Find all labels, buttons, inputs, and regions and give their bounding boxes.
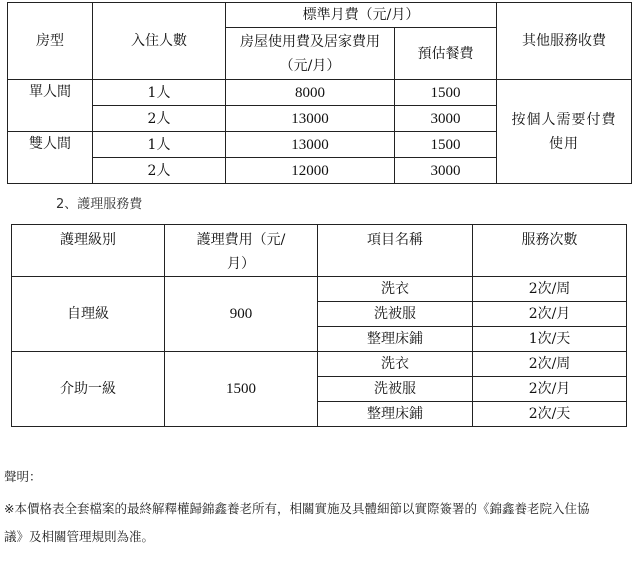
header-fee: 護理費用（元/月） (165, 225, 318, 277)
item-name: 洗衣 (318, 277, 473, 302)
people-cell: 2人 (93, 106, 226, 132)
people-cell: 1人 (93, 80, 226, 106)
header-room-type: 房型 (8, 3, 93, 80)
room-fee-table (7, 2, 632, 184)
header-other-services: 其他服務收費 (497, 3, 632, 80)
header-count: 服務次數 (473, 225, 627, 277)
nursing-fee-table (11, 224, 627, 427)
item-count: 2次/周 (473, 352, 627, 377)
room-fee-cell: 13000 (226, 106, 395, 132)
room-fee-cell: 13000 (226, 132, 395, 158)
level-self-care: 自理級 (12, 277, 165, 352)
fee-assisted-1: 1500 (165, 352, 318, 427)
item-count: 2次/月 (473, 302, 627, 327)
meal-fee-cell: 1500 (395, 132, 497, 158)
header-item: 項目名稱 (318, 225, 473, 277)
notes-line-2: 議》及相關管理規則為准。 (4, 529, 155, 544)
room-fee-cell: 12000 (226, 158, 395, 184)
item-count: 2次/天 (473, 402, 627, 427)
meal-fee-cell: 1500 (395, 80, 497, 106)
item-name: 整理床鋪 (318, 327, 473, 352)
meal-fee-cell: 3000 (395, 106, 497, 132)
people-cell: 1人 (93, 132, 226, 158)
notes-line-1: ※本價格表全套檔案的最終解釋權歸錦鑫養老所有，相關實施及具體細節以實際簽署的《錦鑫養老院入住協 (4, 501, 590, 516)
header-room-fee: 房屋使用費及居家費用（元/月） (226, 28, 395, 80)
item-count: 1次/天 (473, 327, 627, 352)
item-name: 洗衣 (318, 352, 473, 377)
people-cell: 2人 (93, 158, 226, 184)
item-count: 2次/月 (473, 377, 627, 402)
header-level: 護理級別 (12, 225, 165, 277)
fee-self-care: 900 (165, 277, 318, 352)
item-name: 洗被服 (318, 377, 473, 402)
item-count: 2次/周 (473, 277, 627, 302)
level-assisted-1: 介助一級 (12, 352, 165, 427)
meal-fee-cell: 3000 (395, 158, 497, 184)
room-single: 單人間 (8, 80, 93, 132)
notes-label: 聲明： (4, 469, 42, 484)
room-double: 雙人間 (8, 132, 93, 184)
header-occupants: 入住人數 (93, 3, 226, 80)
header-standard-monthly: 標準月費（元/月） (226, 3, 497, 28)
item-name: 洗被服 (318, 302, 473, 327)
other-services-note: 按個人需要付費使用 (497, 80, 632, 184)
room-fee-cell: 8000 (226, 80, 395, 106)
header-meal-fee: 預估餐費 (395, 28, 497, 80)
section-title-nursing: 2、護理服務費 (56, 197, 143, 212)
item-name: 整理床鋪 (318, 402, 473, 427)
